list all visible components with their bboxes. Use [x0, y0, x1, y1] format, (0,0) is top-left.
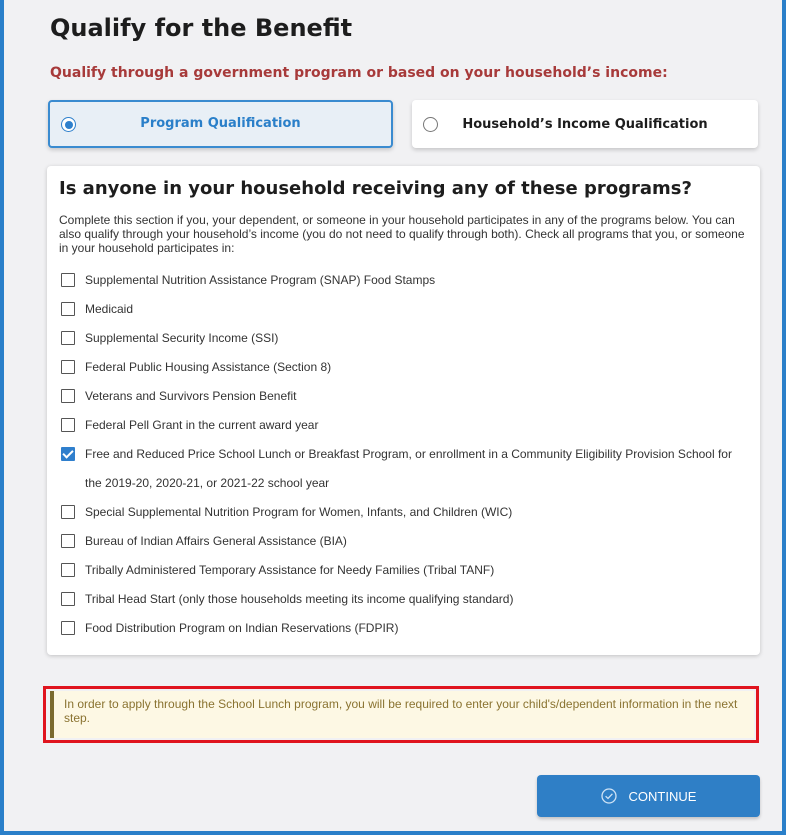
- checkbox[interactable]: [61, 331, 75, 345]
- program-qualification-option[interactable]: [48, 100, 393, 148]
- checkbox[interactable]: [61, 505, 75, 519]
- programs-heading: Is anyone in your household receiving any of these programs?: [59, 178, 692, 199]
- program-item[interactable]: [61, 295, 751, 324]
- program-label: Supplemental Security Income (SSI): [85, 331, 279, 345]
- program-item[interactable]: [61, 382, 751, 411]
- program-label: Special Supplemental Nutrition Program for Women, Infants, and Children (WIC): [85, 505, 513, 519]
- checkbox[interactable]: [61, 621, 75, 635]
- program-item[interactable]: [61, 556, 751, 585]
- program-label: Bureau of Indian Affairs General Assistance (BIA): [85, 534, 347, 548]
- programs-description: Complete this section if you, your dependent, or someone in your household participates in any of the programs below. You can also qualify through your household’s income (you do not need to qualify through both). Check all programs that you, or someone in your household participates in:: [59, 213, 745, 255]
- checkbox-checked[interactable]: [61, 447, 75, 461]
- checkbox[interactable]: [61, 592, 75, 606]
- check-circle-icon: [601, 788, 617, 804]
- income-qualification-option[interactable]: [412, 100, 758, 148]
- income-qualification-label: Household’s Income Qualification: [462, 117, 708, 132]
- checkbox[interactable]: [61, 534, 75, 548]
- program-label: Veterans and Survivors Pension Benefit: [85, 389, 297, 403]
- checkbox[interactable]: [61, 389, 75, 403]
- program-label: Tribal Head Start (only those households meeting its income qualifying standard): [85, 592, 514, 606]
- program-qualification-label: Program Qualification: [140, 116, 301, 131]
- school-lunch-notice: In order to apply through the School Lunch program, you will be required to enter your child's/dependent information in the next step.: [50, 691, 754, 738]
- checkbox[interactable]: [61, 418, 75, 432]
- program-label: Federal Public Housing Assistance (Section 8): [85, 360, 332, 374]
- page-subtitle: Qualify through a government program or based on your household’s income:: [50, 65, 668, 81]
- program-item[interactable]: [61, 324, 751, 353]
- continue-button[interactable]: [537, 775, 760, 817]
- program-item[interactable]: [61, 585, 751, 614]
- page-title: Qualify for the Benefit: [50, 14, 353, 42]
- program-label: Tribally Administered Temporary Assistance for Needy Families (Tribal TANF): [85, 563, 495, 577]
- checkbox[interactable]: [61, 360, 75, 374]
- program-label: Food Distribution Program on Indian Reservations (FDPIR): [85, 621, 399, 635]
- program-item[interactable]: [61, 266, 751, 295]
- programs-card: [47, 166, 760, 655]
- program-label: Federal Pell Grant in the current award year: [85, 418, 319, 432]
- checkbox[interactable]: [61, 563, 75, 577]
- program-list: [61, 266, 751, 643]
- program-item[interactable]: [61, 527, 751, 556]
- continue-label: CONTINUE: [628, 788, 697, 804]
- program-item[interactable]: [61, 440, 751, 498]
- checkbox[interactable]: [61, 273, 75, 287]
- program-label: Medicaid: [85, 302, 134, 316]
- program-item[interactable]: [61, 411, 751, 440]
- program-item[interactable]: [61, 498, 751, 527]
- program-item[interactable]: [61, 353, 751, 382]
- program-label: Supplemental Nutrition Assistance Program (SNAP) Food Stamps: [85, 273, 436, 287]
- program-label: Free and Reduced Price School Lunch or Breakfast Program, or enrollment in a Community Eligibility Provision School for the 2019-20, 2020-21, or 2021-22 school year: [85, 447, 732, 490]
- program-item[interactable]: [61, 614, 751, 643]
- checkbox[interactable]: [61, 302, 75, 316]
